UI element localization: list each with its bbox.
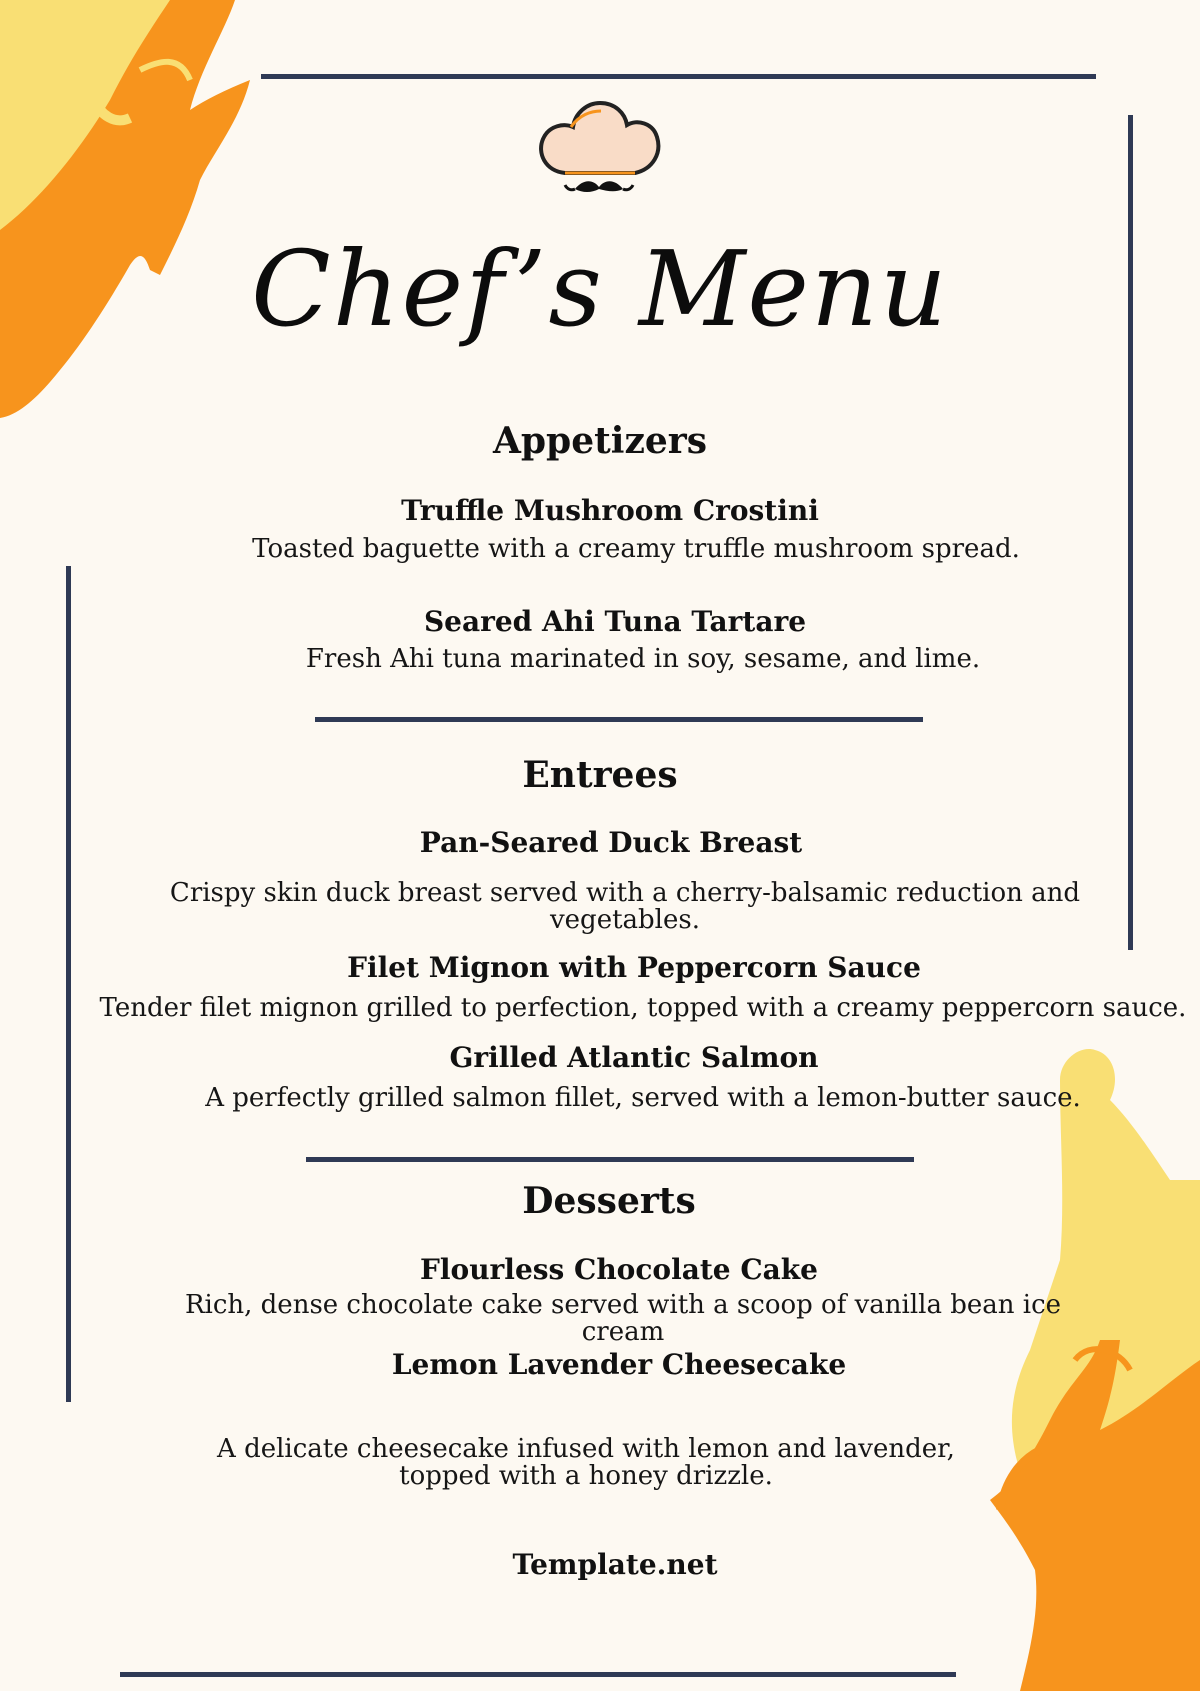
menu-title: Chef’s Menu [251,228,949,350]
section-divider [315,717,923,722]
brush-decoration-top-left [0,0,270,420]
item-description: Toasted baguette with a creamy truffle mushroom spread. [252,534,1020,564]
section-title-appetizers: Appetizers [492,420,708,462]
item-description: A delicate cheesecake infused with lemon and lavender, [217,1434,955,1464]
item-name: Pan-Seared Duck Breast [419,826,803,859]
item-description: topped with a honey drizzle. [399,1461,773,1491]
item-name: Truffle Mushroom Crostini [401,494,819,527]
item-name: Flourless Chocolate Cake [420,1253,818,1286]
item-name: Filet Mignon with Peppercorn Sauce [347,951,921,984]
item-description: A perfectly grilled salmon fillet, served with a lemon-butter sauce. [205,1083,1081,1113]
item-description: Tender filet mignon grilled to perfection, topped with a creamy peppercorn sauce. [99,993,1187,1023]
item-name: Seared Ahi Tuna Tartare [423,605,807,638]
item-name: Lemon Lavender Cheesecake [391,1348,847,1381]
chef-hat-mustache-icon [535,95,665,205]
item-description: Crispy skin duck breast served with a cherry-balsamic reduction and [169,878,1081,908]
item-description: Rich, dense chocolate cake served with a scoop of vanilla bean ice [184,1290,1062,1320]
footer-brand: Template.net [512,1548,718,1581]
item-description: vegetables. [549,905,700,935]
section-title-entrees: Entrees [522,754,678,796]
item-name: Grilled Atlantic Salmon [449,1041,819,1074]
section-title-desserts: Desserts [522,1180,696,1222]
item-description: Fresh Ahi tuna marinated in soy, sesame, and lime. [305,644,981,674]
frame-rule-top [261,74,1096,79]
section-divider [306,1157,914,1162]
frame-rule-bottom [120,1672,956,1677]
item-description: cream [581,1317,665,1347]
